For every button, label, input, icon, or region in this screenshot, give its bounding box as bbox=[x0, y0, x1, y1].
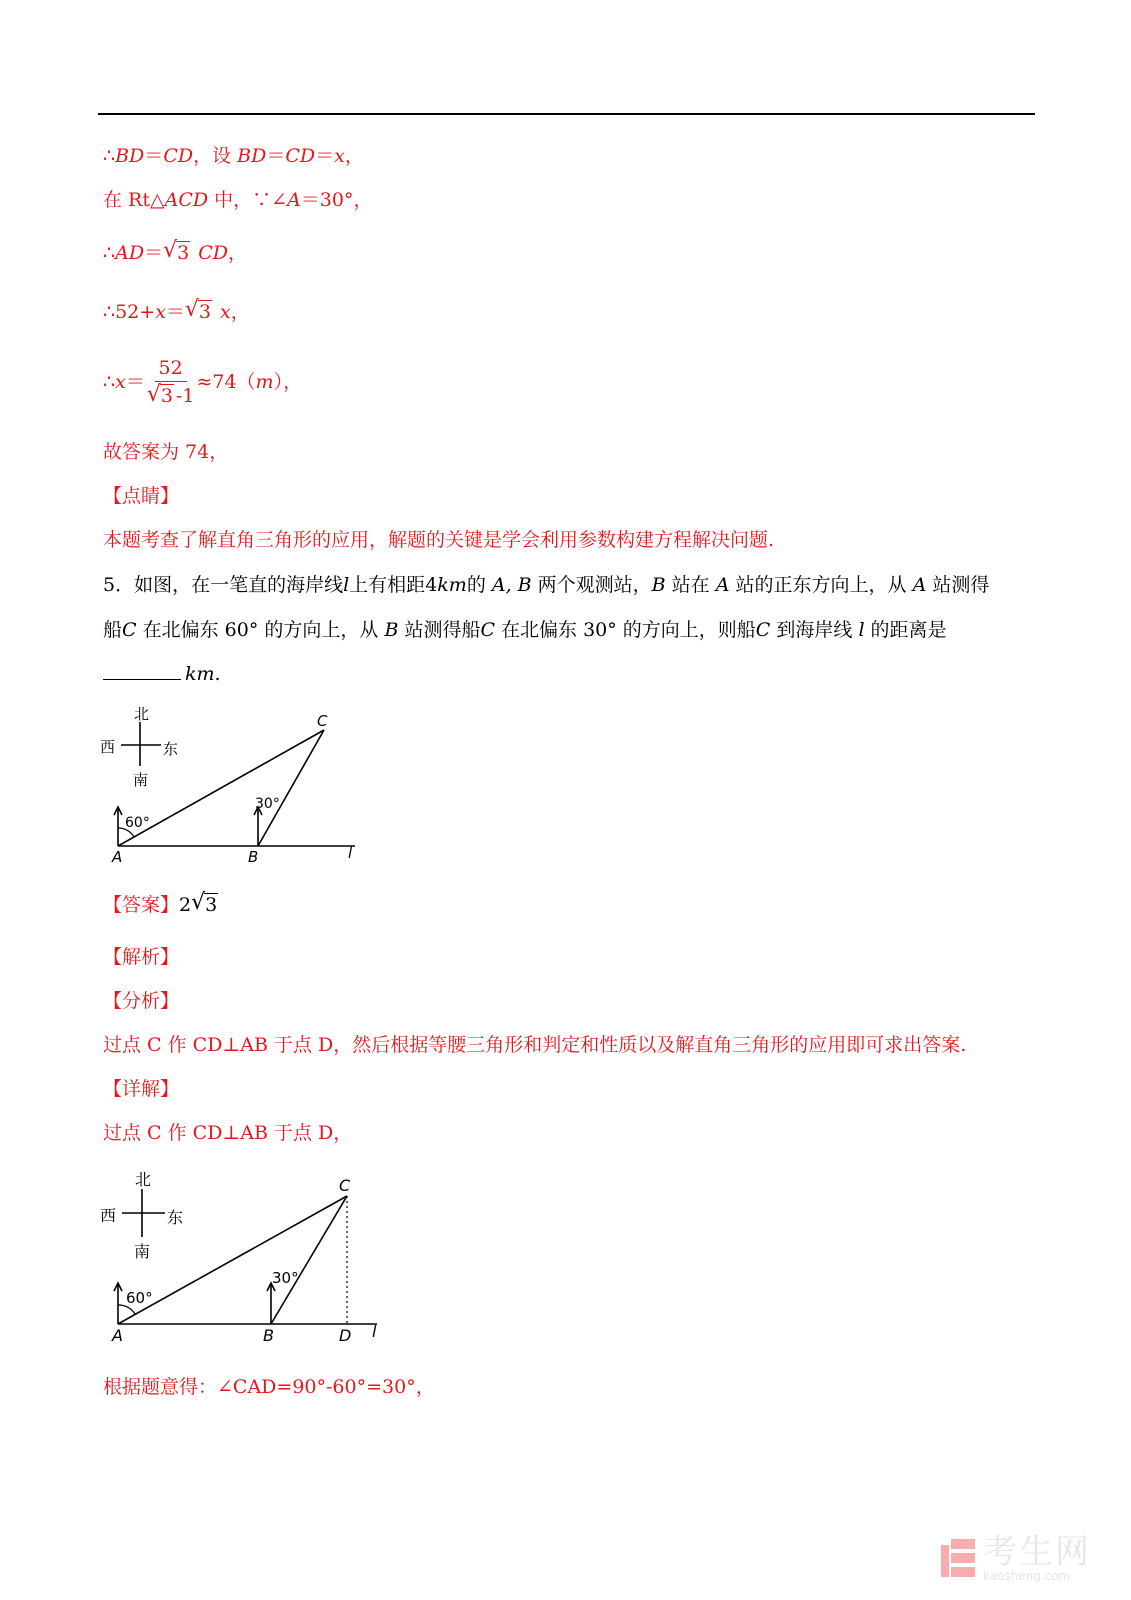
sqrt-expression: √ 3 bbox=[163, 238, 190, 264]
point-B: B bbox=[263, 1326, 274, 1345]
watermark-name: 考生网 bbox=[983, 1532, 1091, 1572]
compass-east: 东 bbox=[163, 740, 179, 758]
solution-line-5: ∴ x ＝ 52 √ 3 -1 ≈74（ m ）， bbox=[103, 357, 303, 407]
line-label-l: l bbox=[348, 844, 353, 862]
figure-1 bbox=[95, 700, 365, 870]
fraction: 52 √ 3 -1 bbox=[146, 357, 195, 407]
angle-label-60: 60° bbox=[125, 815, 150, 831]
compass-west: 西 bbox=[100, 1206, 117, 1225]
kaosheng-logo-icon bbox=[941, 1539, 975, 1577]
solution-line-2: 在 Rt△ACD 中，∵∠A＝30°， bbox=[103, 189, 373, 211]
solution-line-4: ∴52+x＝ √ 3 x， bbox=[103, 297, 250, 323]
dianjing-text: 本题考查了解直角三角形的应用，解题的关键是学会利用参数构建方程解决问题. bbox=[103, 529, 775, 551]
figure-2 bbox=[95, 1163, 390, 1353]
compass-west: 西 bbox=[100, 738, 116, 756]
point-A: A bbox=[112, 848, 123, 866]
compass-south: 南 bbox=[134, 1242, 151, 1261]
last-line: 根据题意得：∠CAD=90°-60°=30°， bbox=[103, 1376, 435, 1398]
xiangjie-text: 过点 C 作 CD⊥AB 于点 D， bbox=[103, 1122, 353, 1144]
watermark bbox=[941, 1534, 1091, 1582]
question5-line-1: 5．如图，在一笔直的海岸线l上有相距4km的 A, B 两个观测站，B 站在 A 站的正东方向上，从 A 站测得 bbox=[103, 574, 990, 596]
dianjing-label: 【点睛】 bbox=[103, 485, 180, 507]
compass-rose bbox=[121, 722, 161, 766]
angle-label-30: 30° bbox=[255, 796, 280, 812]
solution-line-1: ∴BD＝CD，设 BD＝CD＝x， bbox=[103, 145, 364, 167]
angle-label-30: 30° bbox=[272, 1269, 299, 1287]
point-C: C bbox=[339, 1176, 351, 1195]
compass-north: 北 bbox=[135, 1170, 152, 1189]
compass-rose bbox=[122, 1189, 165, 1237]
solution-line-3: ∴AD＝ √ 3 CD， bbox=[103, 238, 247, 264]
answer-line: 【答案】2 √ 3 bbox=[103, 890, 218, 916]
final-answer-line: 故答案为 74， bbox=[103, 441, 229, 463]
compass-north: 北 bbox=[134, 705, 150, 723]
fenxi-label: 【分析】 bbox=[103, 990, 180, 1012]
angle-label-60: 60° bbox=[126, 1289, 153, 1307]
point-C: C bbox=[317, 712, 328, 730]
point-A: A bbox=[112, 1326, 123, 1345]
compass-south: 南 bbox=[133, 771, 149, 789]
answer-label: 【答案】 bbox=[103, 894, 180, 916]
segment-BC bbox=[271, 1196, 347, 1324]
compass-east: 东 bbox=[167, 1208, 184, 1227]
question5-line-2: 船C 在北偏东 60° 的方向上，从 B 站测得船C 在北偏东 30° 的方向上，则船C 到海岸线 l 的距离是 bbox=[103, 619, 947, 641]
sqrt-expression: √ 3 bbox=[184, 297, 212, 323]
xiangjie-label: 【详解】 bbox=[103, 1078, 180, 1100]
point-D: D bbox=[339, 1326, 352, 1345]
point-B: B bbox=[248, 848, 259, 866]
line-label-l: l bbox=[372, 1322, 377, 1341]
sqrt-expression: √ 3 bbox=[191, 890, 218, 916]
watermark-url: kaosheng.com bbox=[983, 1569, 1071, 1583]
fenxi-text: 过点 C 作 CD⊥AB 于点 D，然后根据等腰三角形和判定和性质以及解直角三角形的应用即可求出答案. bbox=[103, 1034, 967, 1056]
question5-line-3: km. bbox=[103, 661, 221, 687]
header-rule bbox=[98, 113, 1035, 115]
answer-blank bbox=[103, 661, 181, 680]
analysis-label: 【解析】 bbox=[103, 946, 180, 968]
segment-BC bbox=[258, 730, 324, 846]
